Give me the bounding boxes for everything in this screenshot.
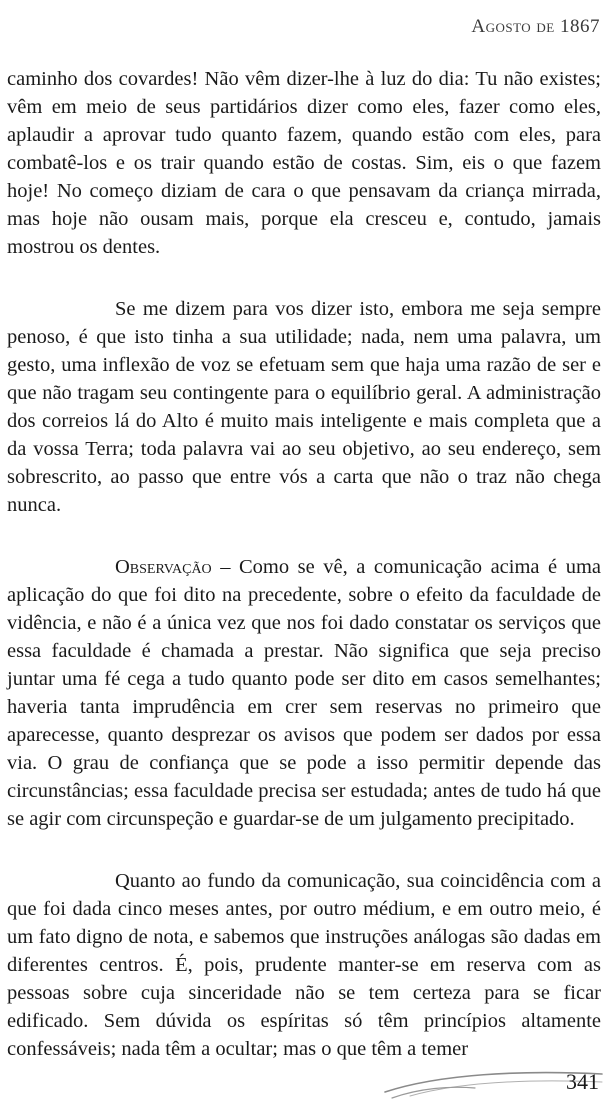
paragraph-4: Quanto ao fundo da comunicação, sua coincidência com a que foi dada cinco meses antes, por outro médium, e em outro meio, é um fato digno de nota, e sabemos que instruções análogas são dadas em diferentes centros. É, pois, prudente manter-se em reserva com as pessoas sobre cuja sinceridade não se tem certeza para se ficar edificado. Sem dúvida os espíritas só têm princípios altamente confessáveis; nada têm a ocultar; mas o que têm a temer [7, 870, 601, 1060]
paragraph-2: Se me dizem para vos dizer isto, embora me seja sempre penoso, é que isto tinha a sua utilidade; nada, nem uma palavra, um gesto, uma inflexão de voz se efetuam sem que haja uma razão de ser e que não tragam seu contingente para o equilíbrio geral. A administração dos correios lá do Alto é muito mais inteligente e mais completa que a da vossa Terra; toda palavra vai ao seu objetivo, ao seu endereço, sem sobrescrito, ao passo que entre vós a carta que não o traz não chega nunca. [7, 298, 601, 516]
running-header: Agosto de 1867 [471, 16, 600, 37]
paragraph-3 [7, 553, 601, 833]
text-column [7, 65, 601, 1097]
observation-label: Observação [115, 556, 212, 578]
paragraph-3-text: – Como se vê, a comunicação acima é uma aplicação do que foi dito na precedente, sobre o efeito da faculdade de vidência, e não é a única vez que nos foi dado constatar os serviços que essa faculdade é chamada a prestar. Não significa que seja preciso juntar uma fé cega a tudo quanto pode ser dito em casos semelhantes; haveria tanta imprudência em crer sem reservas no primeiro que aparecesse, quanto desprezar os avisos que podem ser dados por essa via. O grau de confiança que se pode a isso permitir depende das circunstâncias; essa faculdade precisa ser estudada; antes de tudo há que se agir com circunspeção e guardar-se de um julgamento precipitado. [7, 556, 601, 830]
paragraph-1: caminho dos covardes! Não vêm dizer-lhe à luz do dia: Tu não existes; vêm em meio de seus partidários dizer como eles, fazer como eles, aplaudir a aprovar tudo quanto fazem, quando estão com eles, para combatê-los e os trair quando estão de costas. Sim, eis o que fazem hoje! No começo diziam de cara o que pensavam da criança mirrada, mas hoje não ousam mais, porque ela cresceu e, contudo, jamais mostrou os dentes. [7, 68, 601, 258]
page-number: 341 [566, 1069, 599, 1094]
